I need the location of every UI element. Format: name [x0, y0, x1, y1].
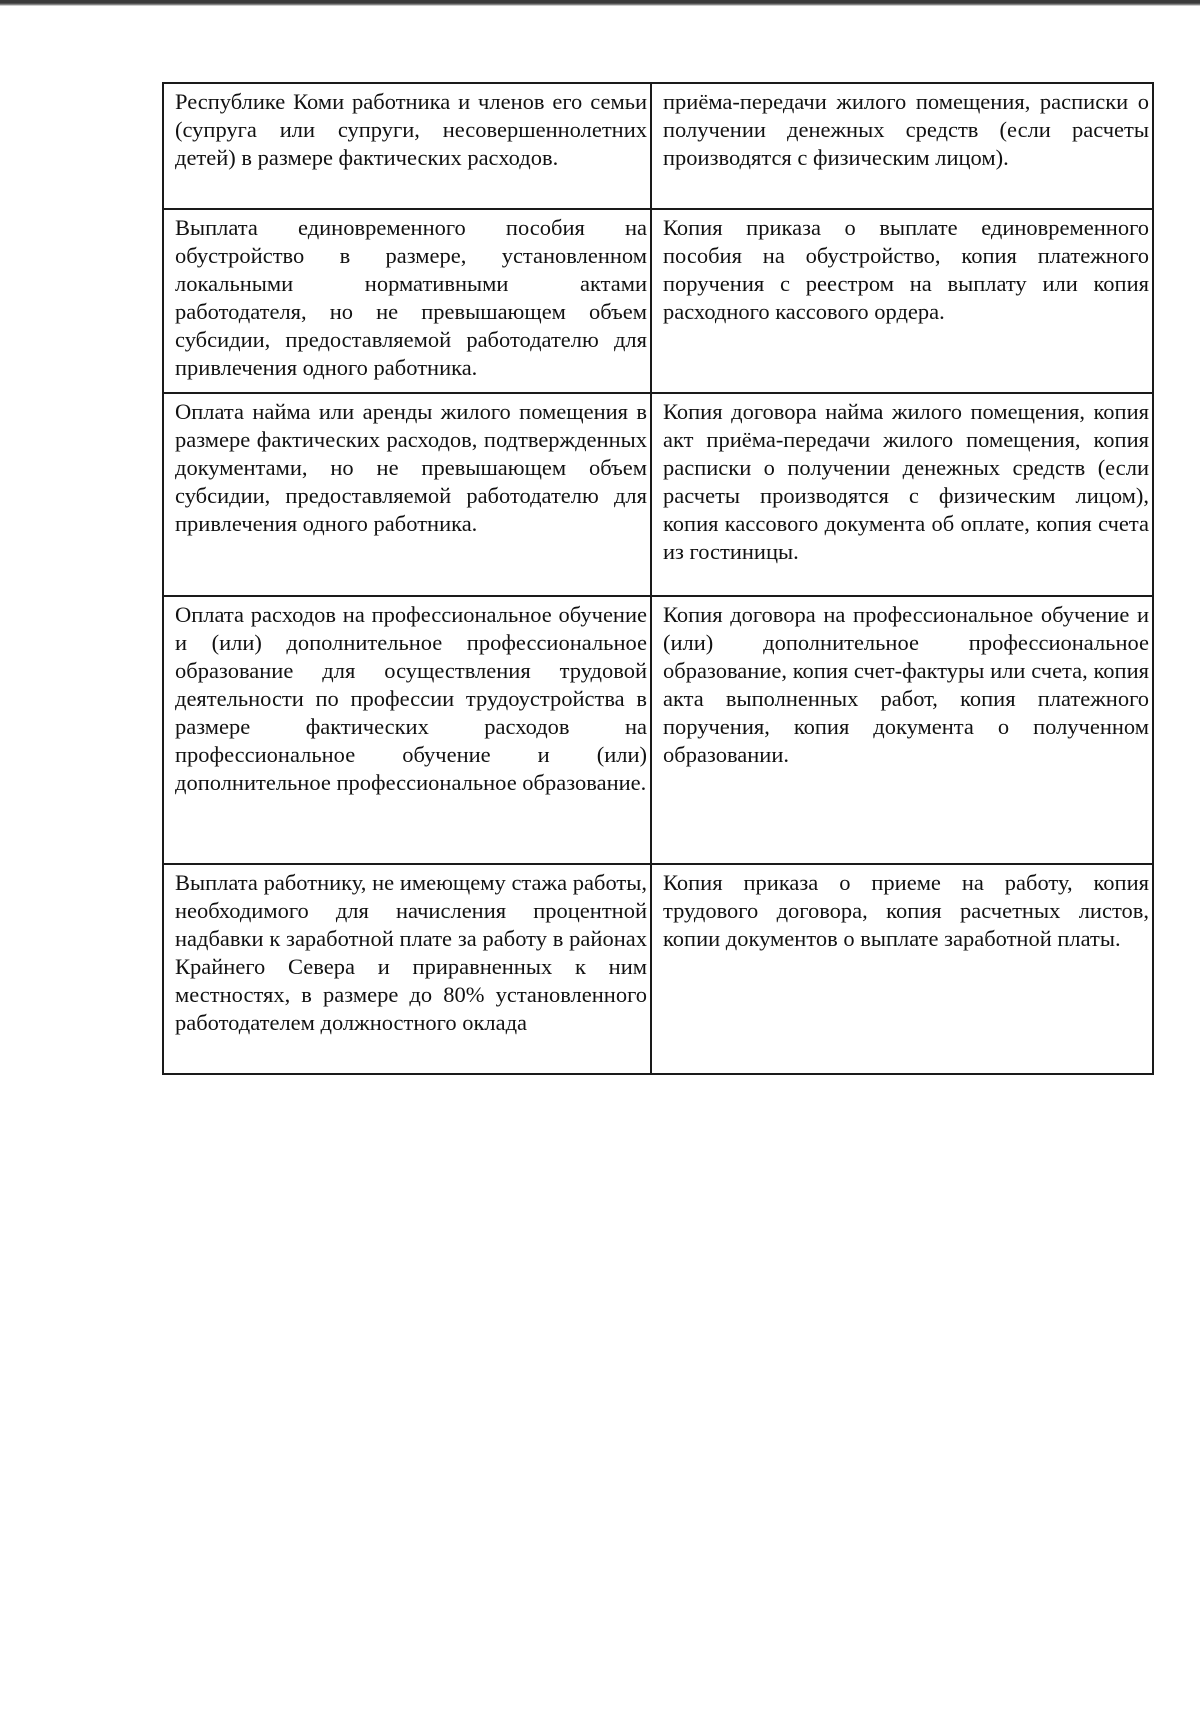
requirements-table — [162, 82, 1154, 1075]
table-row — [163, 209, 1153, 393]
documents-cell: Копия договора найма жилого помещения, копия акт приёма-передачи жилого помещения, копия расписки о получении денежных средств (если расчеты производятся с физическим лицом), копия кассового документа об оплате, копия счета из гостиницы. — [651, 393, 1153, 596]
expense-cell: Республике Коми работника и членов его семьи (супруга или супруги, несовершеннолетних детей) в размере фактических расходов. — [163, 83, 651, 209]
expense-cell: Оплата расходов на профессиональное обучение и (или) дополнительное профессиональное образование для осуществления трудовой деятельности по профессии трудоустройства в размере фактических расходов на профессиональное обучение и (или) дополнительное профессиональное образование. — [163, 596, 651, 864]
expense-cell: Выплата единовременного пособия на обустройство в размере, установленном локальными нормативными актами работодателя, но не превышающем объем субсидии, предоставляемой работодателю для привлечения одного работника. — [163, 209, 651, 393]
documents-cell: Копия приказа о приеме на работу, копия трудового договора, копия расчетных листов, копии документов о выплате заработной платы. — [651, 864, 1153, 1074]
documents-cell: приёма-передачи жилого помещения, расписки о получении денежных средств (если расчеты производятся с физическим лицом). — [651, 83, 1153, 209]
table-row — [163, 393, 1153, 596]
expense-cell: Выплата работнику, не имеющему стажа работы, необходимого для начисления процентной надбавки к заработной плате за работу в районах Крайнего Севера и приравненных к ним местностях, в размере до 80% установленного работодателем должностного оклада — [163, 864, 651, 1074]
documents-cell: Копия договора на профессиональное обучение и (или) дополнительное профессиональное образование, копия счет-фактуры или счета, копия акта выполненных работ, копия платежного поручения, копия документа о полученном образовании. — [651, 596, 1153, 864]
table-row — [163, 864, 1153, 1074]
table-row — [163, 83, 1153, 209]
documents-cell: Копия приказа о выплате единовременного пособия на обустройство, копия платежного поручения с реестром на выплату или копия расходного кассового ордера. — [651, 209, 1153, 393]
scan-edge — [0, 0, 1200, 6]
table-row — [163, 596, 1153, 864]
expense-cell: Оплата найма или аренды жилого помещения в размере фактических расходов, подтвержденных документами, но не превышающем объем субсидии, предоставляемой работодателю для привлечения одного работника. — [163, 393, 651, 596]
